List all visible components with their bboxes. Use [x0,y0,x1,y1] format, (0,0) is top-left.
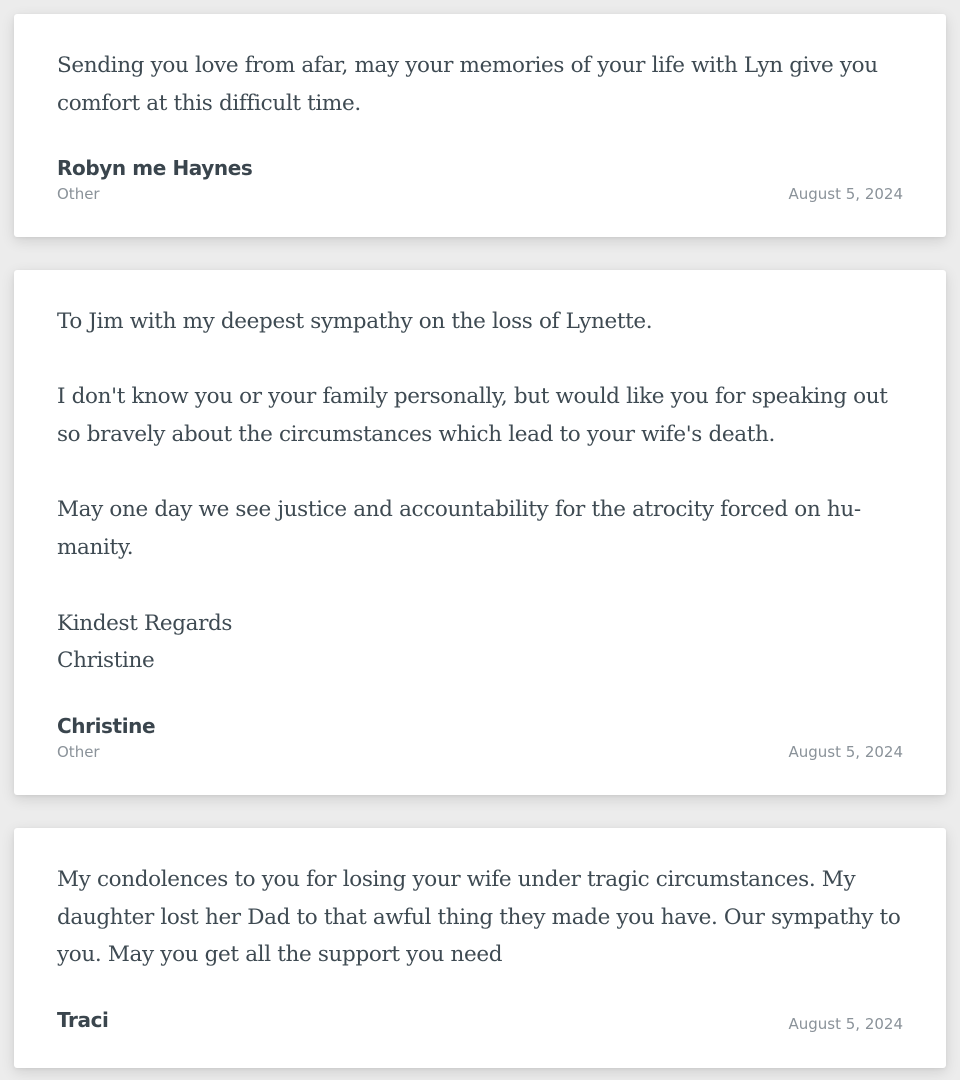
post-date: August 5, 2024 [788,743,903,761]
post-date: August 5, 2024 [788,1015,903,1033]
author-relation: Other [57,743,100,761]
condolence-card [14,14,946,237]
message-paragraph: May one day we see justice and accountability for the atrocity forced on hu-manity. [57,497,861,561]
author-name: Robyn me Haynes [57,156,253,180]
message-paragraph: Kindest Regards Christine [57,610,233,674]
author-relation: Other [57,185,100,203]
author-name: Christine [57,714,156,738]
condolence-message [57,47,906,122]
condolence-card [14,270,946,795]
message-paragraph: My condolences to you for losing your wife under tragic circumstances. My daughter lost her Dad to that awful thing they made you have. Our sympathy to you. May you get all the support you need [57,867,901,968]
message-paragraph: I don't know you or your family personally, but would like you for speaking out so bravely about the circumstances which lead to your wife's death. [57,384,888,448]
condolence-message [57,303,906,680]
condolence-message [57,861,906,974]
message-paragraph: To Jim with my deepest sympathy on the loss of Lynette. [57,309,653,334]
post-date: August 5, 2024 [788,185,903,203]
condolence-card [14,828,946,1068]
author-name: Traci [57,1008,109,1032]
message-paragraph: Sending you love from afar, may your memories of your life with Lyn give you comfort at this difficult time. [57,53,878,116]
